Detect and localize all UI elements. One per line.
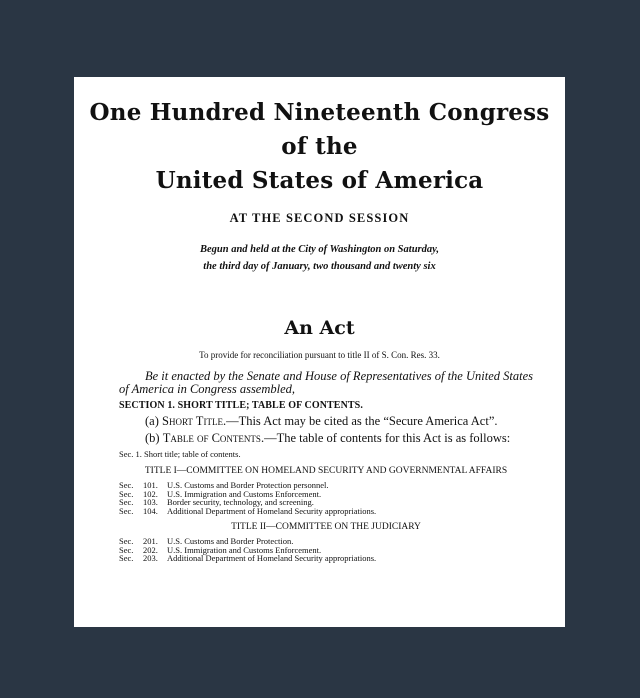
toc-sec-label: Sec. [119, 553, 134, 564]
begun-clause [74, 241, 565, 275]
toc-intro-prefix: (b) [145, 430, 163, 445]
short-title-label: Short Title [162, 414, 223, 428]
title-2-heading: TITLE II—COMMITTEE ON THE JUDICIARY [231, 521, 421, 532]
toc-sec-text: U.S. Immigration and Customs Enforcement. [167, 544, 322, 555]
toc-sec-text: U.S. Customs and Border Protection personnel. [167, 480, 329, 490]
congress-title-line-1: One Hundred Nineteenth Congress [89, 99, 550, 126]
act-title: An Act [284, 317, 355, 339]
toc-sec-number: 102. [143, 488, 158, 499]
act-body [119, 370, 533, 563]
toc-sec-text: Border security, technology, and screening. [167, 497, 314, 508]
act-purpose: To provide for reconciliation pursuant to title II of S. Con. Res. 33. [199, 350, 440, 360]
toc-sec-text: U.S. Customs and Border Protection. [167, 535, 294, 546]
enacting-clause: Be it enacted by the Senate and House of Representatives of the United States of America in Congress assembled, [119, 369, 533, 396]
title-2-toc [119, 537, 533, 563]
document-page [74, 77, 565, 627]
short-title-text: .—This Act may be cited as the “Secure America Act”. [222, 414, 498, 428]
toc-sec-label: Sec. [119, 497, 134, 508]
session-heading: AT THE SECOND SESSION [229, 211, 410, 225]
short-title-prefix: (a) [145, 414, 162, 428]
title-1-toc [119, 481, 533, 516]
title-1-heading: TITLE I—COMMITTEE ON HOMELAND SECURITY AND GOVERNMENTAL AFFAIRS [144, 466, 508, 476]
congress-title-line-3: United States of America [155, 167, 484, 194]
toc-sec-number: 203. [143, 553, 158, 564]
toc-sec-number: 103. [143, 497, 158, 508]
toc-intro-text: .—The table of contents for this Act is as follows: [260, 430, 511, 445]
short-title-paragraph [119, 415, 533, 428]
toc-sec-number: 101. [143, 480, 158, 490]
toc-sec-label: Sec. [119, 480, 134, 490]
toc-sec-label: Sec. [119, 535, 134, 546]
toc-sec-text: Additional Department of Homeland Security appropriations. [167, 506, 377, 517]
toc-sec-text: U.S. Immigration and Customs Enforcement. [167, 488, 322, 499]
begun-line-1: Begun and held at the City of Washington on Saturday, [199, 244, 440, 255]
toc-sec-label: Sec. [119, 506, 134, 517]
toc-intro-paragraph [119, 432, 533, 445]
toc-entry-sec-1: Sec. 1. Short title; table of contents. [119, 449, 241, 459]
toc-sec-label: Sec. [119, 488, 134, 499]
toc-entry [119, 554, 533, 563]
congress-title-line-2: of the [281, 133, 358, 160]
toc-sec-number: 104. [143, 506, 158, 517]
section-1-heading: SECTION 1. SHORT TITLE; TABLE OF CONTENTS. [119, 400, 363, 411]
toc-entry [119, 507, 533, 516]
toc-sec-number: 202. [143, 544, 158, 555]
toc-sec-number: 201. [143, 535, 158, 546]
toc-sec-text: Additional Department of Homeland Security appropriations. [167, 553, 377, 564]
begun-line-2: the third day of January, two thousand and twenty six [203, 261, 436, 272]
toc-sec-label: Sec. [119, 544, 134, 555]
toc-intro-label: Table of Contents [162, 430, 261, 445]
